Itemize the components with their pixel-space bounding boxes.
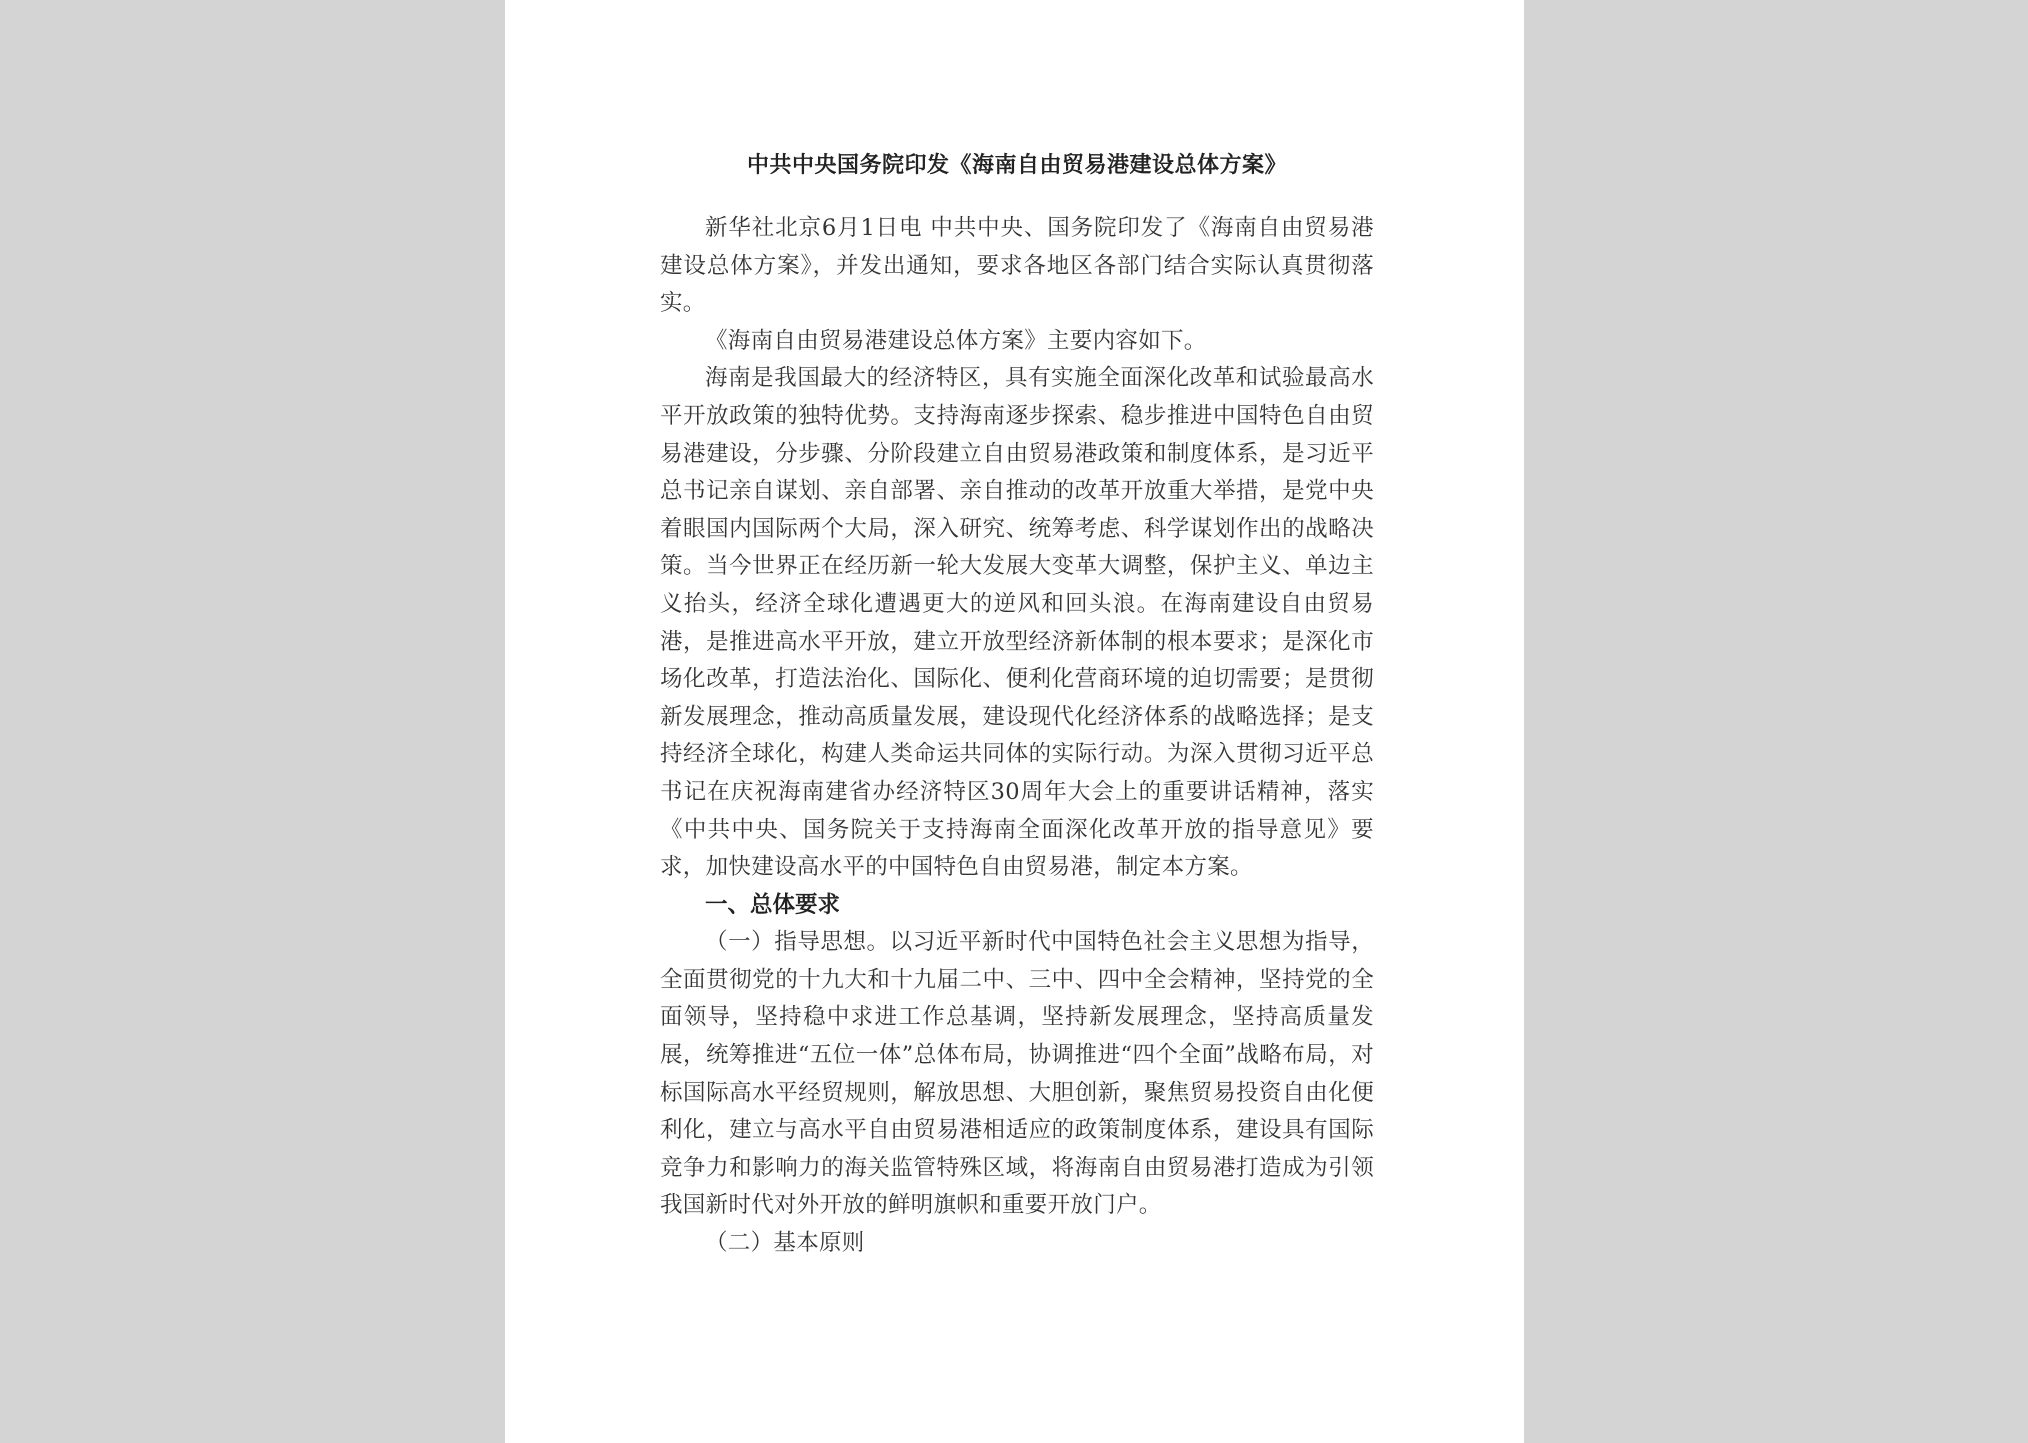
document-page bbox=[505, 0, 1524, 1443]
paragraph-background: 海南是我国最大的经济特区，具有实施全面深化改革和试验最高水平开放政策的独特优势。支持海南逐步探索、稳步推进中国特色自由贸易港建设，分步骤、分阶段建立自由贸易港政策和制度体系，是习近平总书记亲自谋划、亲自部署、亲自推动的改革开放重大举措，是党中央着眼国内国际两个大局，深入研究、统筹考虑、科学谋划作出的战略决策。当今世界正在经历新一轮大发展大变革大调整，保护主义、单边主义抬头，经济全球化遭遇更大的逆风和回头浪。在海南建设自由贸易港，是推进高水平开放，建立开放型经济新体制的根本要求；是深化市场化改革，打造法治化、国际化、便利化营商环境的迫切需要；是贯彻新发展理念，推动高质量发展，建设现代化经济体系的战略选择；是支持经济全球化，构建人类命运共同体的实际行动。为深入贯彻习近平总书记在庆祝海南建省办经济特区30周年大会上的重要讲话精神，落实《中共中央、国务院关于支持海南全面深化改革开放的指导意见》要求，加快建设高水平的中国特色自由贸易港，制定本方案。 bbox=[660, 365, 1374, 881]
document-title: 中共中央国务院印发《海南自由贸易港建设总体方案》 bbox=[746, 152, 1287, 178]
subsection-label: （二）基本原则 bbox=[705, 1230, 865, 1257]
paragraph-guiding-thought: （一）指导思想。以习近平新时代中国特色社会主义思想为指导，全面贯彻党的十九大和十九届二中、三中、四中全会精神，坚持党的全面领导，坚持稳中求进工作总基调，坚持新发展理念，坚持高质量发展，统筹推进“五位一体”总体布局，协调推进“四个全面”战略布局，对标国际高水平经贸规则，解放思想、大胆创新，聚焦贸易投资自由化便利化，建立与高水平自由贸易港相适应的政策制度体系，建设具有国际竞争力和影响力的海关监管特殊区域，将海南自由贸易港打造成为引领我国新时代对外开放的鲜明旗帜和重要开放门户。 bbox=[660, 929, 1374, 1219]
section-heading: 一、总体要求 bbox=[705, 891, 841, 918]
paragraph-intro: 《海南自由贸易港建设总体方案》主要内容如下。 bbox=[705, 327, 1207, 354]
paragraph-news-lead: 新华社北京6月1日电 中共中央、国务院印发了《海南自由贸易港建设总体方案》，并发出通知，要求各地区各部门结合实际认真贯彻落实。 bbox=[660, 215, 1374, 317]
document-body bbox=[660, 148, 1374, 1263]
